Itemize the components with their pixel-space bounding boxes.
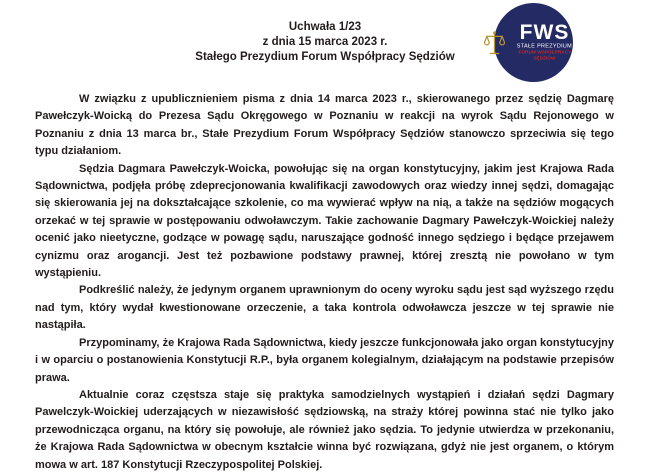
fws-org-line-2: SĘDZIÓW (533, 56, 556, 62)
title-line-date: z dnia 15 marca 2023 r. (262, 36, 388, 48)
fws-logo (494, 3, 573, 82)
fws-org-line-1: FORUM WSPÓŁPRACY (518, 50, 571, 56)
fws-subtitle: STAŁE PREZYDIUM (516, 43, 573, 50)
paragraph: Podkreślić należy, że jedynym organem uprawnionym do oceny wyroku sądu jest sąd wyższego rzędu nad tym, który wydał kwestionowane orzeczenie, a taka kontrola odwoławcza jeszcze w tej sprawie nie nastąpiła. (35, 284, 614, 332)
scales-of-justice-icon (484, 30, 505, 57)
fws-logo-content (484, 23, 584, 62)
title-line-issuer: Stałego Prezydium Forum Współpracy Sędziów (195, 51, 455, 63)
paragraph: Aktualnie coraz częstsza staje się praktyka samodzielnych wystąpień i działań sędzi Dagmary Pawelczyk-Woickiej uderzających w niezawisłość sędziowską, na straży której powinna stać nie tylko jako przewodnicząca organu, na który się powołuje, ale również jako sędzia. To jedynie utwierdza w przekonaniu, że Krajowa Rada Sądownictwa w obecnym kształcie winna być rozwiązana, gdyż nie jest organem, o którym mowa w art. 187 Konstytucji Rzeczypospolitej Polskiej. (35, 388, 614, 471)
paragraph: Sędzia Dagmara Pawełczyk-Woicka, powołując się na organ konstytucyjny, jakim jest Krajowa Rada Sądownictwa, podjęła próbę zdeprecjonowania kwalifikacji zawodowych oraz wiedzy innej sędzi, domagając się skierowania jej na dokształcające szkolenie, co ma wywierać wpływ na nią, a także na sędziów mogących orzekać w tej sprawie w postępowaniu odwoławczym. Takie zachowanie Dagmary Pawełczyk-Woickiej należy ocenić jako nieetyczne, godzące w powagę sądu, naruszające godność innego sędziego i będące przejawem cynizmu oraz arogancji. Jest też pozbawione podstawy prawnej, której zresztą nie powołano w tym wystąpieniu. (35, 162, 614, 280)
paragraph: W związku z upublicznieniem pisma z dnia 14 marca 2023 r., skierowanego przez sędzię Dagmarę Pawełczyk-Woicką do Prezesa Sądu Okręgowego w Poznaniu w reakcji na wyrok Sądu Rejonowego w Poznaniu z dnia 13 marca br., Stałe Prezydium Forum Współpracy Sędziów stanowczo sprzeciwia się tego typu działaniom. (35, 93, 614, 158)
fws-acronym: FWS (519, 21, 570, 44)
paragraph: Przypominamy, że Krajowa Rada Sądownictwa, kiedy jeszcze funkcjonowała jako organ konstytucyjny i w oparciu o postanowienia Konstytucji R.P., była organem kolegialnym, działającym na podstawie przepisów prawa. (35, 336, 614, 384)
document-body (35, 91, 614, 474)
title-line-number: Uchwała 1/23 (288, 21, 362, 33)
fws-logo-text (506, 23, 584, 62)
